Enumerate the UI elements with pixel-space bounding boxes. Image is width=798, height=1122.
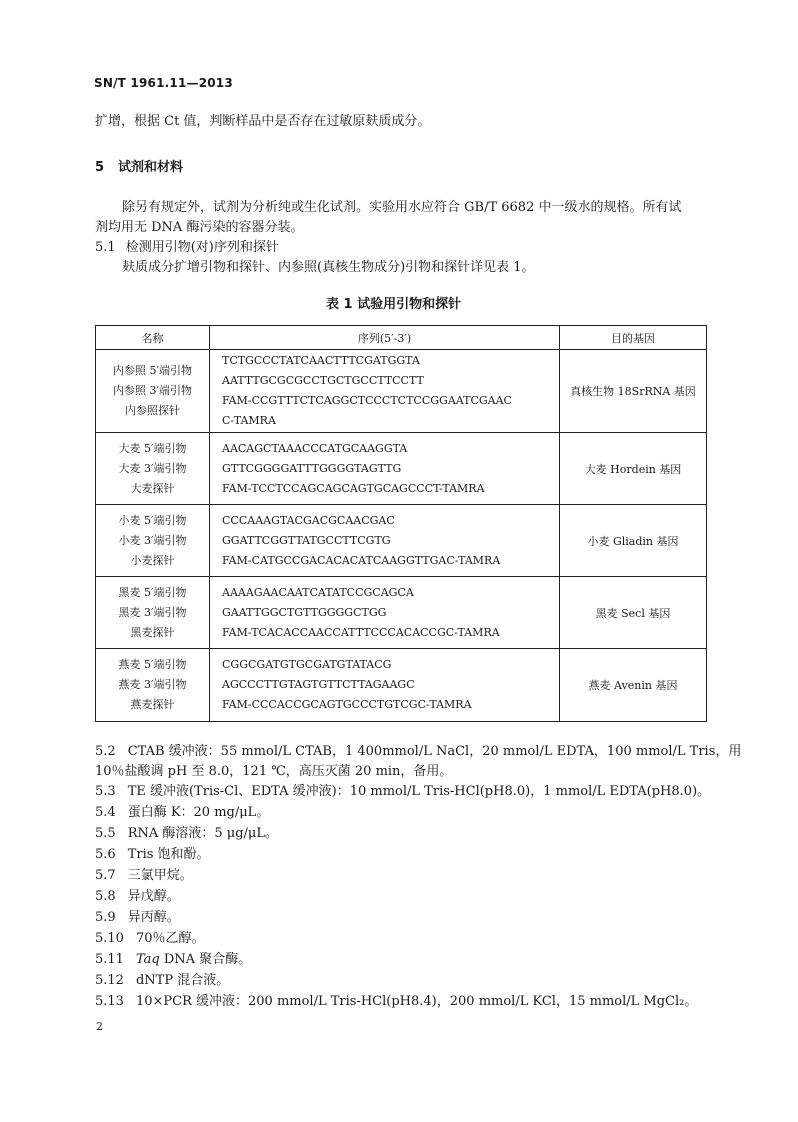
item-5-9 xyxy=(95,908,180,928)
primer-sequence: TCTGCCCTATCAACTTTCGATGGTA xyxy=(222,354,420,367)
primer-sequence: FAM-TCACACCAACCATTTCCCACACCGC-TAMRA xyxy=(222,625,500,639)
item-number: 5.3 xyxy=(95,784,116,799)
item-text: 异丙醇。 xyxy=(127,910,180,925)
item-number: 5.12 xyxy=(95,973,124,988)
section-5-title: 试剂和材料 xyxy=(118,160,184,175)
primer-name: 大麦 5′端引物 xyxy=(118,441,187,455)
item-text: TE 缓冲液(Tris-Cl、EDTA 缓冲液)：10 mmol/L Tris-HCl(pH8.0)，1 mmol/L EDTA(pH8.0)。 xyxy=(127,784,711,799)
page-number: 2 xyxy=(96,1020,103,1033)
item-5-8 xyxy=(95,887,180,907)
item-number: 5.5 xyxy=(95,826,116,841)
table-row xyxy=(96,350,707,433)
item-text: CTAB 缓冲液：55 mmol/L CTAB，1 400mmol/L NaCl，20 mmol/L EDTA，100 mmol/L Tris，用 xyxy=(127,744,742,759)
table-row xyxy=(96,433,707,505)
row-names xyxy=(96,433,210,505)
item-text: DNA 聚合酶。 xyxy=(159,952,252,967)
document-header: SN/T 1961.11—2013 xyxy=(94,76,233,90)
target-gene: 小麦 Gliadin 基因 xyxy=(560,505,707,577)
table-row xyxy=(96,505,707,577)
section-5-1-title: 检测用引物(对)序列和探针 xyxy=(125,240,279,255)
header-sequence: 序列(5′-3′) xyxy=(210,326,560,350)
primer-sequence: FAM-TCCTCCAGCAGCAGTGCAGCCCT-TAMRA xyxy=(222,481,485,495)
intro-line: 扩增，根据 Ct 值，判断样品中是否存在过敏原麸质成分。 xyxy=(95,114,431,129)
para-5-1: 麸质成分扩增引物和探针、内参照(真核生物成分)引物和探针详见表 1。 xyxy=(122,260,535,275)
para-5-line-1: 除另有规定外，试剂为分析纯或生化试剂。实验用水应符合 GB/T 6682 中一级水的规格。所有试 xyxy=(122,200,682,215)
item-text: dNTP 混合液。 xyxy=(135,973,230,988)
row-names xyxy=(96,649,210,722)
primer-sequence: C-TAMRA xyxy=(222,414,276,427)
row-names xyxy=(96,350,210,433)
primer-name: 燕麦 3′端引物 xyxy=(118,678,187,691)
item-text: 蛋白酶 K：20 mg/μL。 xyxy=(127,805,270,820)
item-number: 5.7 xyxy=(95,868,116,883)
item-5-2 xyxy=(95,742,741,762)
row-names xyxy=(96,577,210,649)
primer-name: 黑麦探针 xyxy=(130,625,175,639)
primer-sequence: FAM-CATGCCGACACACATCAAGGTTGAC-TAMRA xyxy=(222,553,501,567)
target-gene: 燕麦 Avenin 基因 xyxy=(560,649,707,722)
item-text: Tris 饱和酚。 xyxy=(127,847,210,862)
item-5-3 xyxy=(95,782,710,802)
section-5-1-heading xyxy=(95,238,279,258)
primer-name: 燕麦探针 xyxy=(130,698,175,711)
row-names xyxy=(96,505,210,577)
primer-name: 黑麦 5′端引物 xyxy=(118,585,187,599)
table-row xyxy=(96,649,707,722)
item-number: 5.8 xyxy=(95,889,116,904)
primer-name: 小麦 5′端引物 xyxy=(118,513,187,527)
row-sequences xyxy=(210,577,560,649)
item-text: 10×PCR 缓冲液：200 mmol/L Tris-HCl(pH8.4)，200 mmol/L KCl，15 mmol/L MgCl₂。 xyxy=(135,994,698,1009)
table-caption: 表 1 试验用引物和探针 xyxy=(326,297,462,312)
target-gene: 黑麦 Secl 基因 xyxy=(560,577,707,649)
item-text-italic: Taq xyxy=(135,952,160,967)
primer-name: 大麦 3′端引物 xyxy=(118,461,187,475)
item-5-4 xyxy=(95,803,269,823)
primer-sequence: GGATTCGGTTATGCCTTCGTG xyxy=(222,533,391,547)
primer-sequence: AAAAGAACAATCATATCCGCAGCA xyxy=(222,585,414,599)
section-5-number: 5 xyxy=(95,160,105,175)
table-header-row xyxy=(96,326,707,350)
primer-name: 内参照 5′端引物 xyxy=(113,364,192,377)
primer-sequence: FAM-CCGTTTCTCAGGCTCCCTCTCCGGAATCGAAC xyxy=(222,394,512,407)
item-number: 5.11 xyxy=(95,952,124,967)
primer-name: 燕麦 5′端引物 xyxy=(118,658,187,671)
primer-name: 内参照 3′端引物 xyxy=(113,384,192,397)
header-gene: 目的基因 xyxy=(560,326,707,350)
item-5-11 xyxy=(95,950,251,970)
primer-sequence: GAATTGGCTGTTGGGGCTGG xyxy=(222,605,387,619)
section-5-1-number: 5.1 xyxy=(95,240,116,255)
item-5-7 xyxy=(95,866,193,886)
item-number: 5.13 xyxy=(95,994,124,1009)
primer-sequence: AACAGCTAAACCCATGCAAGGTA xyxy=(222,441,408,455)
item-number: 5.4 xyxy=(95,805,116,820)
primer-sequence: CGGCGATGTGCGATGTATACG xyxy=(222,658,392,671)
row-sequences xyxy=(210,433,560,505)
item-5-5 xyxy=(95,824,278,844)
item-5-6 xyxy=(95,845,210,865)
target-gene: 大麦 Hordein 基因 xyxy=(560,433,707,505)
item-number: 5.9 xyxy=(95,910,116,925)
item-number: 5.6 xyxy=(95,847,116,862)
item-text: 70％乙醇。 xyxy=(135,931,205,946)
primer-sequence: CCCAAAGTACGACGCAACGAC xyxy=(222,513,395,527)
primer-name: 小麦 3′端引物 xyxy=(118,533,187,547)
item-number: 5.2 xyxy=(95,744,116,759)
primer-name: 黑麦 3′端引物 xyxy=(118,605,187,619)
item-5-2-cont: 10％盐酸调 pH 至 8.0，121 ℃，高压灭菌 20 min，备用。 xyxy=(95,764,453,779)
para-5-line-2: 剂均用无 DNA 酶污染的容器分装。 xyxy=(95,220,304,235)
item-text: 三氯甲烷。 xyxy=(127,868,193,883)
item-text: RNA 酶溶液：5 μg/μL。 xyxy=(127,826,279,841)
primer-sequence: AATTTGCGCGCCTGCTGCCTTCCTT xyxy=(222,374,424,387)
primer-sequence: FAM-CCCACCGCAGTGCCCTGTCGC-TAMRA xyxy=(222,698,472,711)
primer-name: 内参照探针 xyxy=(125,404,180,417)
table-row xyxy=(96,577,707,649)
row-sequences xyxy=(210,505,560,577)
primer-table xyxy=(95,325,707,722)
item-number: 5.10 xyxy=(95,931,124,946)
item-text: 异戊醇。 xyxy=(127,889,180,904)
primer-name: 大麦探针 xyxy=(130,481,175,495)
primer-sequence: AGCCCTTGTAGTGTTCTTAGAAGC xyxy=(222,678,415,691)
row-sequences xyxy=(210,350,560,433)
item-5-12 xyxy=(95,971,229,991)
header-name: 名称 xyxy=(96,326,210,350)
section-5-heading xyxy=(95,156,183,175)
primer-sequence: GTTCGGGGATTTGGGGTAGTTG xyxy=(222,461,402,475)
primer-name: 小麦探针 xyxy=(130,553,175,567)
target-gene: 真核生物 18SrRNA 基因 xyxy=(560,350,707,433)
item-5-10 xyxy=(95,929,205,949)
row-sequences xyxy=(210,649,560,722)
item-5-13 xyxy=(95,992,697,1012)
